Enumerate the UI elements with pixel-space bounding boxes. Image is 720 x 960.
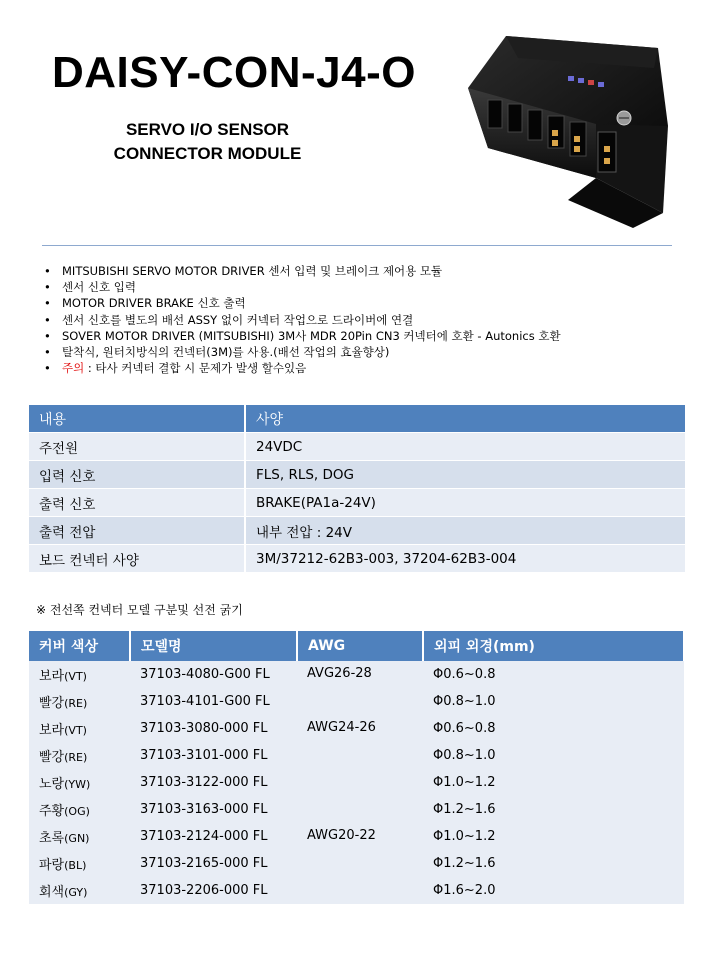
cover-color: [29, 850, 130, 877]
cover-color: [29, 796, 130, 823]
spec-header-item: 내용: [29, 405, 245, 433]
table-row: [29, 461, 686, 489]
awg-value: AVG26-28: [297, 661, 423, 715]
product-subtitle: SERVO I/O SENSOR CONNECTOR MODULE: [113, 120, 302, 163]
feature-item: • MOTOR DRIVER BRAKE 신호 출력: [44, 295, 561, 311]
table-row: [29, 715, 684, 742]
table-row: [29, 433, 686, 461]
model-name: 37103-3101-000 FL: [130, 742, 297, 769]
spec-label: 출력 신호: [29, 489, 245, 517]
spec-value: FLS, RLS, DOG: [245, 461, 686, 489]
cover-table: [29, 631, 685, 904]
color-name: 초록: [39, 831, 65, 846]
outer-diameter: Φ1.0~1.2: [423, 823, 684, 850]
model-name: 37103-4080-G00 FL: [130, 661, 297, 688]
outer-diameter: Φ0.8~1.0: [423, 688, 684, 715]
spec-header-row: [29, 405, 686, 433]
color-code: (GY): [64, 886, 88, 899]
table-row: [29, 517, 686, 545]
color-code: (YW): [64, 778, 91, 791]
model-name: 37103-3122-000 FL: [130, 769, 297, 796]
outer-diameter: Φ1.2~1.6: [423, 796, 684, 823]
model-name: 37103-2206-000 FL: [130, 877, 297, 904]
color-name: 노랑: [39, 777, 65, 792]
color-code: (GN): [64, 832, 90, 845]
spec-label: 보드 컨넥터 사양: [29, 545, 245, 573]
table-row: [29, 545, 686, 573]
table-row: [29, 823, 684, 850]
spec-label: 출력 전압: [29, 517, 245, 545]
feature-item: • 탈착식, 원터치방식의 컨넥터(3M)를 사용.(배선 작업의 효율향상): [44, 344, 561, 360]
cover-note: ※ 전선쪽 컨넥터 모델 구분및 선전 굵기: [36, 603, 243, 617]
table-row: [29, 661, 684, 688]
spec-label: 입력 신호: [29, 461, 245, 489]
outer-diameter: Φ1.2~1.6: [423, 850, 684, 877]
color-code: (OG): [64, 805, 90, 818]
spec-value: 내부 전압 : 24V: [245, 517, 686, 545]
warning-text: : 타사 커넥터 결합 시 문제가 발생 할수있음: [84, 361, 307, 376]
model-name: 37103-3080-000 FL: [130, 715, 297, 742]
color-name: 빨강: [39, 750, 65, 765]
table-row: [29, 489, 686, 517]
cover-header-color: 커버 색상: [29, 631, 130, 661]
model-name: 37103-2124-000 FL: [130, 823, 297, 850]
outer-diameter: Φ0.6~0.8: [423, 715, 684, 742]
color-name: 회색: [39, 885, 65, 900]
color-name: 파랑: [39, 858, 65, 873]
warning-label: 주의: [62, 361, 85, 376]
outer-diameter: Φ1.6~2.0: [423, 877, 684, 904]
feature-item: • SOVER MOTOR DRIVER (MITSUBISHI) 3M사 MDR 20Pin CN3 커넥터에 호환 - Autonics 호환: [44, 328, 561, 344]
cover-color: [29, 769, 130, 796]
color-name: 보라: [39, 723, 65, 738]
cover-header-model: 모델명: [130, 631, 297, 661]
awg-value: AWG20-22: [297, 823, 423, 904]
cover-color: [29, 688, 130, 715]
color-name: 주황: [39, 804, 65, 819]
feature-item: • 센서 신호를 별도의 배선 ASSY 없이 커넥터 작업으로 드라이버에 연결: [44, 312, 561, 328]
color-name: 보라: [39, 669, 65, 684]
feature-item: • 센서 신호 입력: [44, 279, 561, 295]
cover-header-row: [29, 631, 684, 661]
color-code: (RE): [64, 751, 88, 764]
feature-item: • MITSUBISHI SERVO MOTOR DRIVER 센서 입력 및 브레이크 제어용 모듈: [44, 263, 561, 279]
spec-value: 24VDC: [245, 433, 686, 461]
spec-header-value: 사양: [245, 405, 686, 433]
feature-list: [44, 263, 561, 376]
warning-item: [44, 360, 561, 376]
spec-table: [29, 405, 687, 572]
color-name: 빨강: [39, 696, 65, 711]
awg-value: AWG24-26: [297, 715, 423, 823]
product-title: DAISY-CON-J4-O: [52, 48, 416, 97]
cover-color: [29, 877, 130, 904]
spec-value: BRAKE(PA1a-24V): [245, 489, 686, 517]
spec-label: 주전원: [29, 433, 245, 461]
spec-value: 3M/37212-62B3-003, 37204-62B3-004: [245, 545, 686, 573]
cover-header-awg: AWG: [297, 631, 423, 661]
model-name: 37103-4101-G00 FL: [130, 688, 297, 715]
outer-diameter: Φ0.6~0.8: [423, 661, 684, 688]
color-code: (VT): [64, 724, 87, 737]
cover-color: [29, 715, 130, 742]
cover-header-od: 외피 외경(mm): [423, 631, 684, 661]
color-code: (BL): [64, 859, 87, 872]
product-photo: [428, 28, 674, 234]
cover-color: [29, 742, 130, 769]
cover-color: [29, 823, 130, 850]
color-code: (VT): [64, 670, 87, 683]
model-name: 37103-3163-000 FL: [130, 796, 297, 823]
color-code: (RE): [64, 697, 88, 710]
outer-diameter: Φ0.8~1.0: [423, 742, 684, 769]
outer-diameter: Φ1.0~1.2: [423, 769, 684, 796]
cover-color: [29, 661, 130, 688]
section-divider: [42, 245, 672, 246]
model-name: 37103-2165-000 FL: [130, 850, 297, 877]
